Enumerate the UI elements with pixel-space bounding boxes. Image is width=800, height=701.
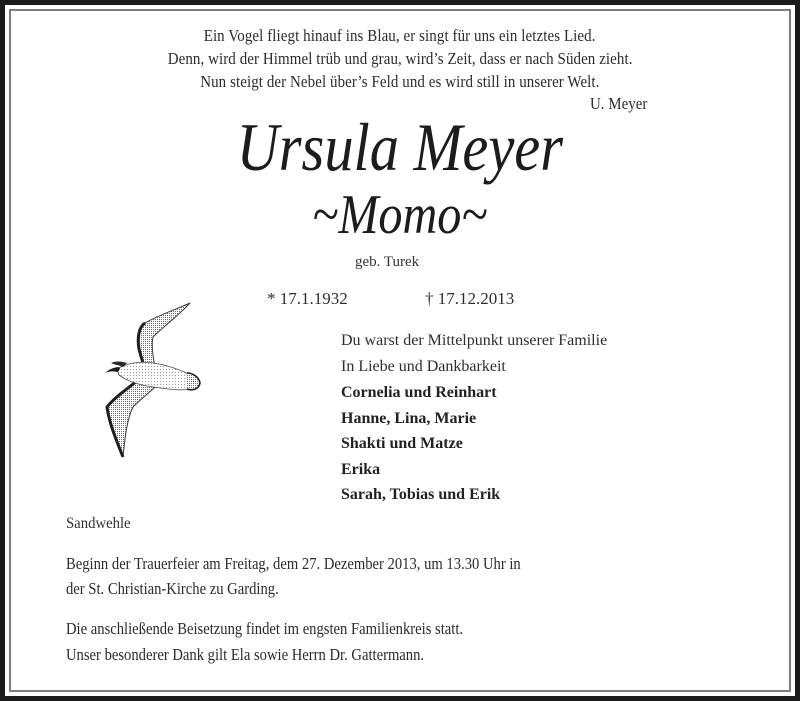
deceased-nickname: ~Momo~: [312, 184, 488, 246]
deceased-name: Ursula Meyer: [236, 109, 564, 185]
service-info-line-2: der St. Christian-Kirche zu Garding.: [66, 579, 279, 598]
poem-line-2: Denn, wird der Himmel trüb und grau, wird’s Zeit, dass er nach Süden zieht.: [167, 49, 633, 68]
mourner-name: Cornelia und Reinhart: [341, 384, 497, 401]
place-name: Sandwehle: [66, 515, 131, 532]
mourner-name: Sarah, Tobias und Erik: [341, 486, 501, 503]
birth-date: * 17.1.1932: [267, 289, 348, 308]
mourner-name: Erika: [341, 461, 381, 478]
thanks-note: Unser besonderer Dank gilt Ela sowie Herrn Dr. Gattermann.: [66, 645, 425, 664]
poem-line-3: Nun steigt der Nebel über’s Feld und es wird still in unserer Welt.: [200, 72, 600, 91]
poem-author: U. Meyer: [590, 94, 648, 113]
mourners-intro-line-2: In Liebe und Dankbarkeit: [341, 358, 506, 375]
service-info-line-1: Beginn der Trauerfeier am Freitag, dem 27. Dezember 2013, um 13.30 Uhr in: [66, 554, 521, 573]
obituary-notice: [5, 5, 795, 696]
burial-note: Die anschließende Beisetzung findet im engsten Familienkreis statt.: [66, 619, 464, 638]
mourner-name: Shakti und Matze: [341, 435, 463, 452]
maiden-name: geb. Turek: [355, 254, 420, 270]
death-date: † 17.12.2013: [425, 289, 515, 308]
seagull-icon: [97, 297, 207, 467]
mourner-name: Hanne, Lina, Marie: [341, 410, 477, 427]
poem-line-1: Ein Vogel fliegt hinauf ins Blau, er singt für uns ein letztes Lied.: [204, 26, 596, 45]
mourners-intro-line-1: Du warst der Mittelpunkt unserer Familie: [341, 332, 608, 349]
